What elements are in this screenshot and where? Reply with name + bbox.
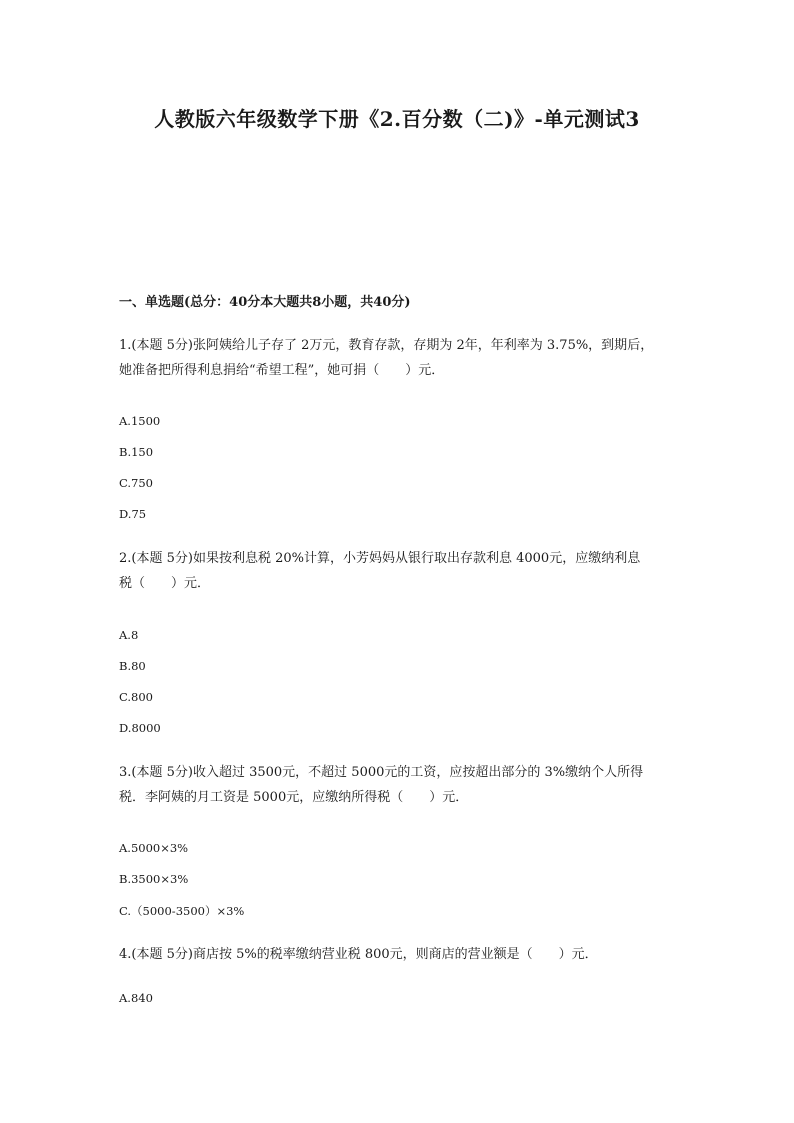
question-3-option-a: A.5000×3% <box>119 841 189 855</box>
question-2-stem <box>119 546 689 596</box>
question-2-option-d: D.8000 <box>119 721 161 735</box>
question-2-option-a: A.8 <box>119 628 139 642</box>
question-4-stem-line-1: 4.(本题 5分)商店按 5%的税率缴纳营业税 800元，则商店的营业额是（ ）元． <box>119 947 598 962</box>
question-1-stem-line-2: 她准备把所得利息捐给“希望工程”，她可捐（ ）元． <box>119 363 445 378</box>
question-3-option-b: B.3500×3% <box>119 872 189 886</box>
question-2-option-c: C.800 <box>119 690 153 704</box>
section-heading: 一、单选题(总分：40分本大题共8小题，共40分) <box>119 295 411 310</box>
question-3-stem <box>119 760 689 810</box>
question-2-stem-line-1: 2.(本题 5分)如果按利息税 20%计算，小芳妈妈从银行取出存款利息 4000元，应缴纳利息 <box>119 551 641 566</box>
question-2-stem-line-2: 税（ ）元． <box>119 576 211 591</box>
question-1-stem-line-1: 1.(本题 5分)张阿姨给儿子存了 2万元，教育存款，存期为 2年，年利率为 3.75%，到期后， <box>119 338 654 353</box>
question-3-option-c: C.（5000-3500）×3% <box>119 904 245 918</box>
question-1-option-b: B.150 <box>119 445 154 459</box>
question-3-stem-line-2: 税．李阿姨的月工资是 5000元，应缴纳所得税（ ）元． <box>119 790 469 805</box>
question-1-option-c: C.750 <box>119 476 153 490</box>
question-2-option-b: B.80 <box>119 659 146 673</box>
question-3-stem-line-1: 3.(本题 5分)收入超过 3500元，不超过 5000元的工资，应按超出部分的 3%缴纳个人所得 <box>119 765 644 780</box>
question-4-stem <box>119 942 689 967</box>
question-1-option-d: D.75 <box>119 507 147 521</box>
question-1-stem <box>119 333 689 383</box>
question-1-option-a: A.1500 <box>119 414 161 428</box>
question-4-option-a: A.840 <box>119 991 153 1005</box>
page-title: 人教版六年级数学下册《2.百分数（二)》-单元测试3 <box>154 107 640 131</box>
